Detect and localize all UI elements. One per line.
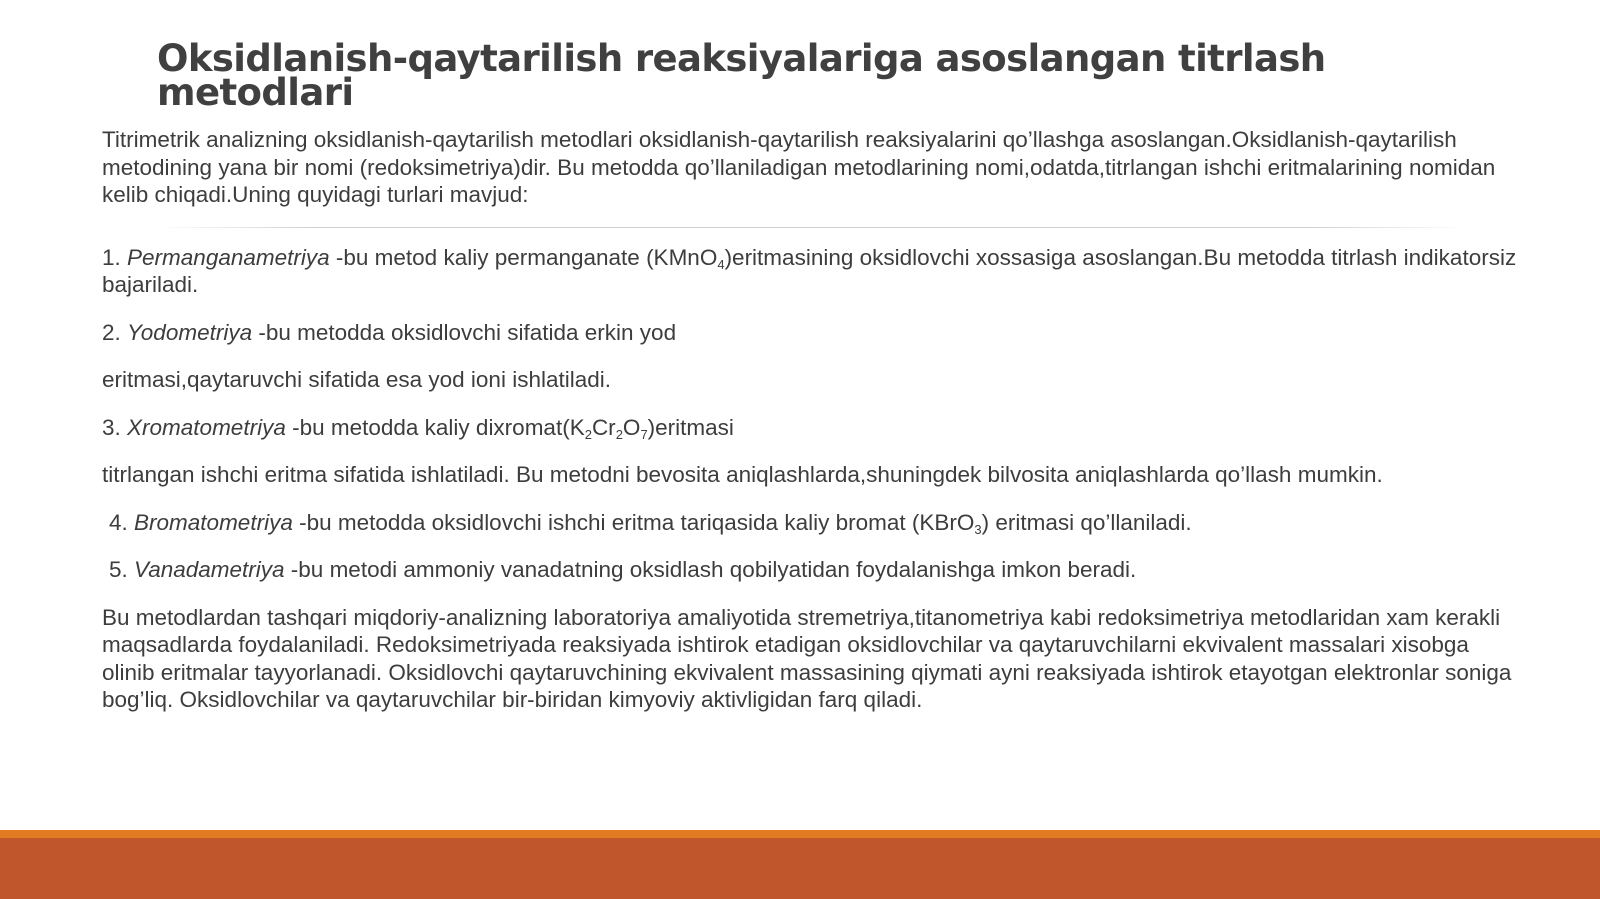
subscript: 2 (584, 426, 592, 442)
item-text: O (622, 414, 641, 440)
conclusion-paragraph: Bu metodlardan tashqari miqdoriy-analizning laboratoriya amaliyotida stremetriya,titanometriya kabi redoksimetriya metodlaridan xam kerakli maqsadlarda foydalaniladi. Redoksimetriyada reaksiyada ishtirok etadigan oksidlovchilar va qaytaruvchilarni ekvivalent massalari xisobga olinib eritmalar tayyorlanadi. Oksidlovchi qaytaruvchining ekvivalent massasining qiymati ayni reaksiyada ishtirok etayotgan elektronlar soniga bog’liq. Oksidlovchilar va qaytaruvchilar bir-biridan kimyoviy aktivligidan farq qiladi. (102, 604, 1512, 712)
footer-accent-stripe (0, 830, 1600, 838)
item-term: Permanganametriya (127, 244, 330, 270)
list-item-continuation: titrlangan ishchi eritma sifatida ishlatiladi. Bu metodni bevosita aniqlashlarda,shuningdek bilvosita aniqlashlarda qo’llash mumkin. (102, 462, 1383, 487)
subscript: 7 (640, 426, 648, 442)
item-number: 3. (102, 414, 121, 440)
item-text: Cr (591, 414, 616, 440)
item-number: 1. (102, 244, 121, 270)
item-text: -bu metodi ammoniy vanadatning oksidlash qobilyatidan foydalanishga imkon beradi. (284, 557, 1137, 582)
item-text: )eritmasi (647, 414, 734, 440)
list-item-bromatometriya (102, 509, 1522, 537)
intro-paragraph: Titrimetrik analizning oksidlanish-qaytarilish metodlari oksidlanish-qaytarilish reaksiyalarini qo’llashga asoslangan.Oksidlanish-qaytarilish metodining yana bir nomi (redoksimetriya)dir. Bu metodda qo’llaniladigan metodlarining nomi,odatda,titrlangan ishchi eritmalarining nomidan kelib chiqadi.Uning quyidagi turlari mavjud: (102, 127, 1496, 207)
footer-bar (0, 838, 1600, 899)
item-text: -bu metodda kaliy dixromat(K (285, 414, 585, 440)
item-text: -bu metodda oksidlovchi ishchi eritma tariqasida kaliy bromat (KBrO (292, 509, 975, 535)
subscript: 2 (615, 426, 623, 442)
list-item-xromatometriya (102, 414, 1522, 442)
item-term: Bromatometriya (134, 509, 293, 535)
divider-line (157, 227, 1467, 228)
item-number: 2. (102, 319, 121, 345)
list-item-yodometriya (102, 319, 1522, 347)
list-item-continuation: eritmasi,qaytaruvchi sifatida esa yod ioni ishlatiladi. (102, 367, 611, 392)
subscript: 3 (974, 521, 982, 537)
list-item-vanadametriya (102, 556, 1522, 584)
list-item-permanganametriya (102, 244, 1522, 299)
item-text: -bu metod kaliy permanganate (KMnO (329, 244, 718, 270)
slide-body (102, 126, 1522, 714)
item-text: )eritmasining oksidlovchi xossasiga asoslangan.Bu metodda titrlash indikatorsiz bajariladi. (102, 244, 1517, 297)
item-number: 5. (109, 557, 128, 582)
slide-title: Oksidlanish-qaytarilish reaksiyalariga asoslangan titrlash metodlari (157, 37, 1326, 114)
item-term: Vanadametriya (134, 557, 285, 582)
item-text: -bu metodda oksidlovchi sifatida erkin yod (252, 319, 677, 345)
item-term: Yodometriya (127, 319, 253, 345)
item-text: ) eritmasi qo’llaniladi. (981, 509, 1192, 535)
subscript: 4 (717, 256, 725, 272)
item-number: 4. (109, 509, 128, 535)
item-term: Xromatometriya (127, 414, 286, 440)
